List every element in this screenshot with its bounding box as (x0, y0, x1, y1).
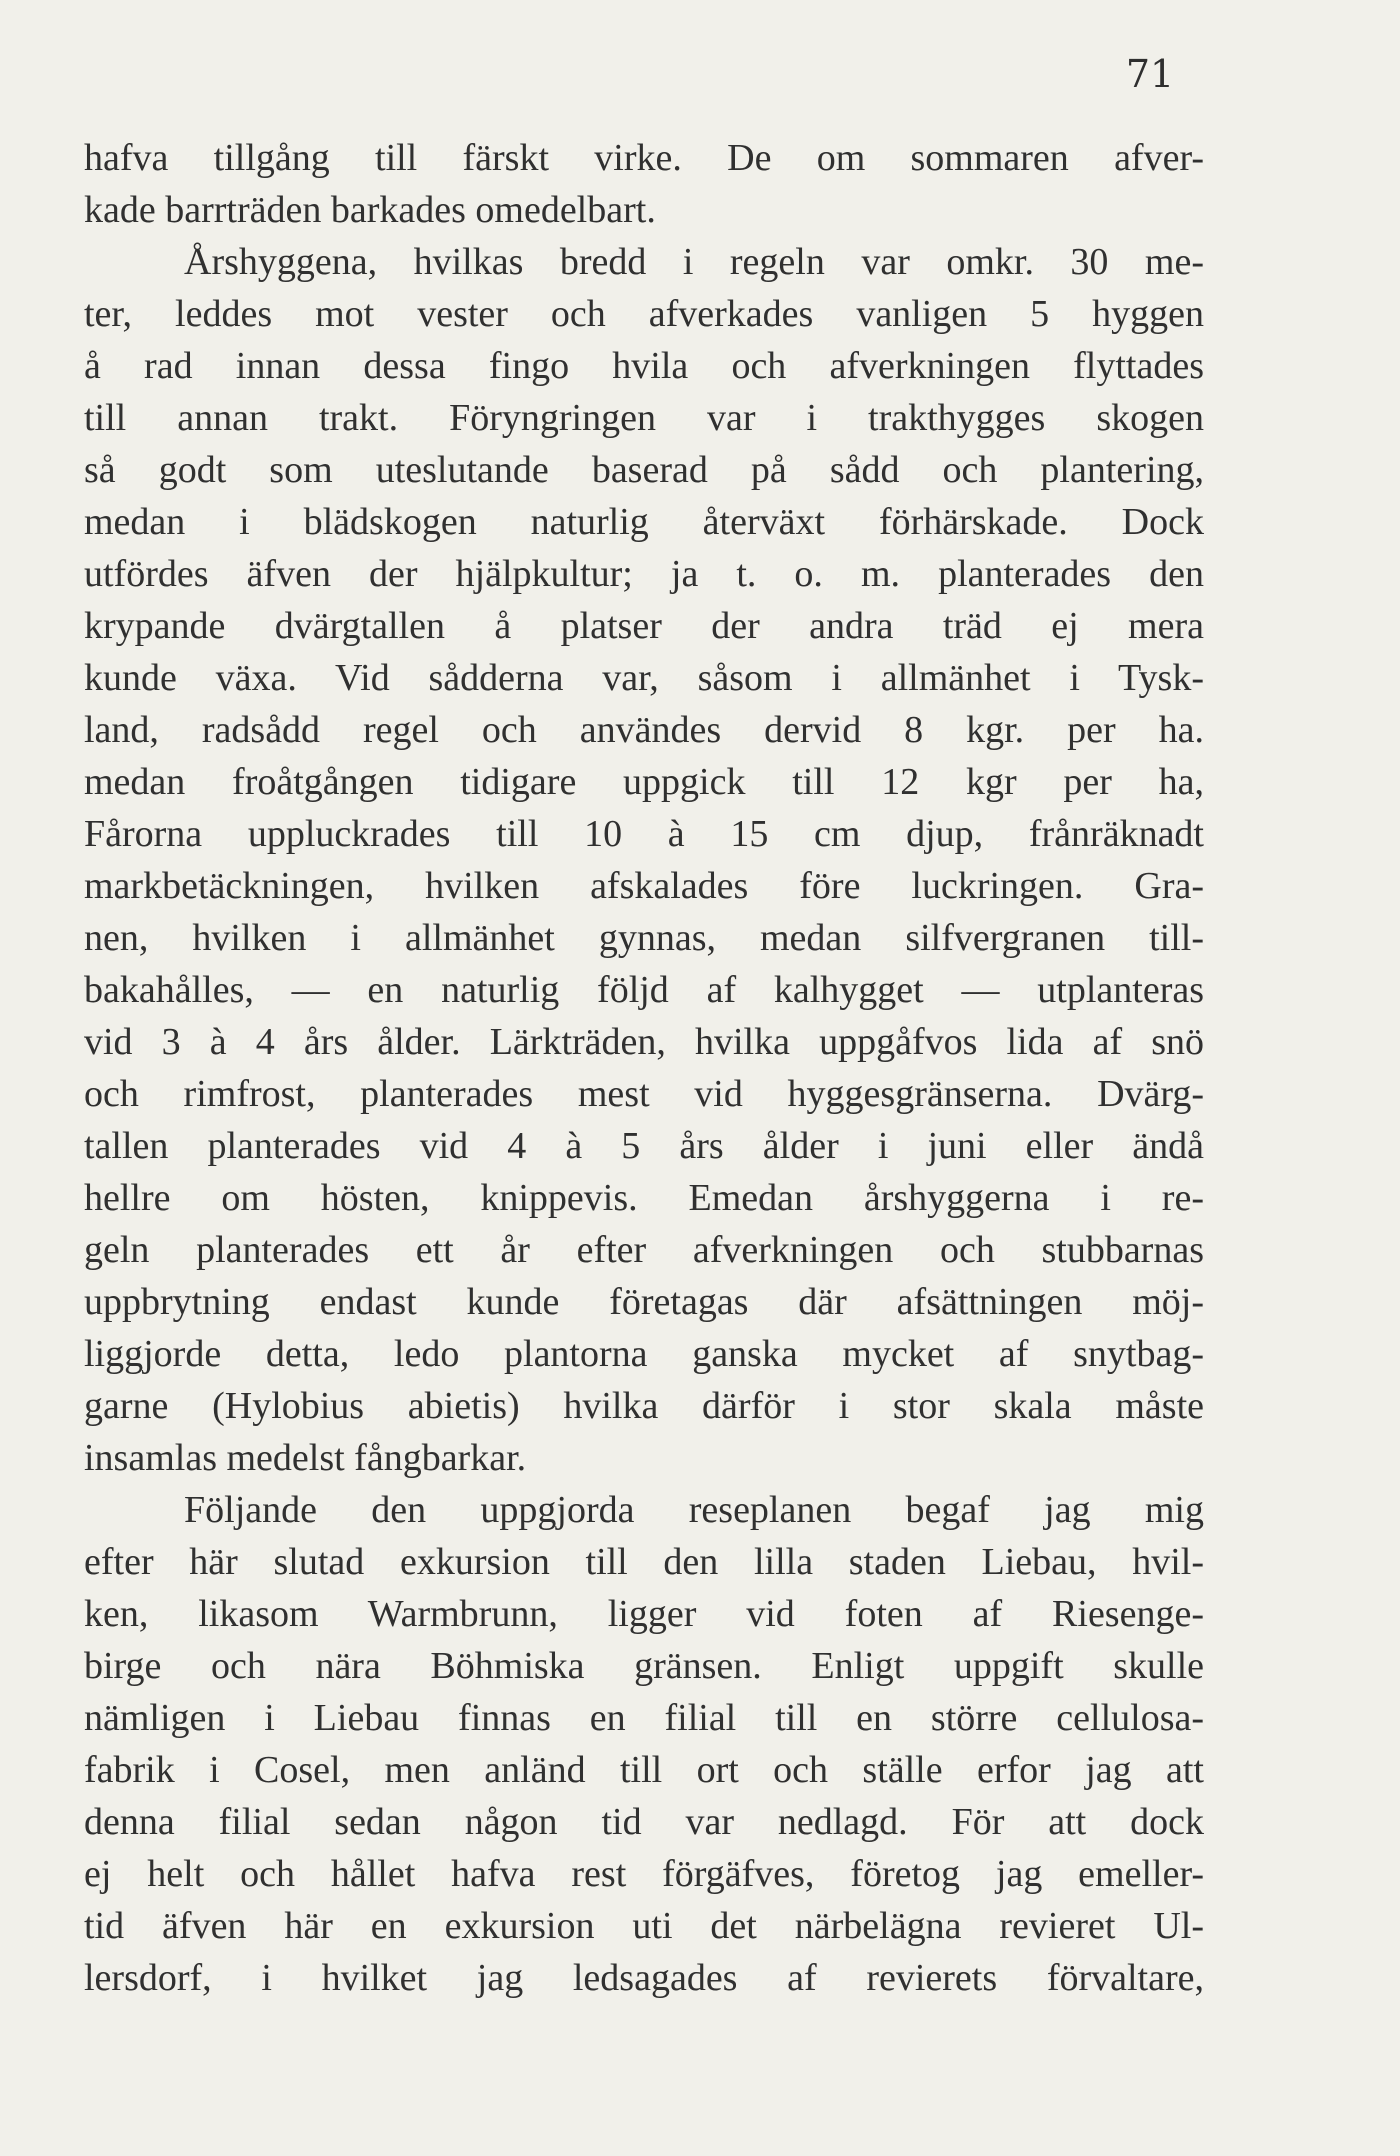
text-line: utfördes äfven der hjälpkultur; ja t. o. m. planterades den (84, 553, 1204, 595)
text-line: uppbrytning endast kunde företagas där afsättningen möj- (84, 1281, 1204, 1323)
text-line: tallen planterades vid 4 à 5 års ålder i juni eller ändå (84, 1125, 1204, 1167)
text-line: fabrik i Cosel, men anländ till ort och ställe erfor jag att (84, 1749, 1204, 1791)
text-line: och rimfrost, planterades mest vid hyggesgränserna. Dvärg- (84, 1073, 1204, 1115)
text-line: till annan trakt. Föryngringen var i trakthygges skogen (84, 397, 1204, 439)
text-line: Fårorna uppluckrades till 10 à 15 cm djup, frånräknadt (84, 813, 1204, 855)
text-line: kade barrträden barkades omedelbart. (84, 189, 656, 231)
text-line: markbetäckningen, hvilken afskalades före luckringen. Gra- (84, 865, 1204, 907)
text-line: krypande dvärgtallen å platser der andra träd ej mera (84, 605, 1204, 647)
text-line: garne (Hylobius abietis) hvilka därför i stor skala måste (84, 1385, 1204, 1427)
text-line: hellre om hösten, knippevis. Emedan årshyggerna i re- (84, 1177, 1204, 1219)
text-line: Årshyggena, hvilkas bredd i regeln var omkr. 30 me- (184, 241, 1204, 283)
text-line: geln planterades ett år efter afverkningen och stubbarnas (84, 1229, 1204, 1271)
text-line: nen, hvilken i allmänhet gynnas, medan silfvergranen till- (84, 917, 1204, 959)
text-line: Följande den uppgjorda reseplanen begaf jag mig (184, 1489, 1204, 1531)
text-line: kunde växa. Vid sådderna var, såsom i allmänhet i Tysk- (84, 657, 1204, 699)
text-line: medan i blädskogen naturlig återväxt förhärskade. Dock (84, 501, 1204, 543)
text-line: tid äfven här en exkursion uti det närbelägna revieret Ul- (84, 1905, 1204, 1947)
text-line: birge och nära Böhmiska gränsen. Enligt uppgift skulle (84, 1645, 1204, 1687)
text-line: insamlas medelst fångbarkar. (84, 1437, 527, 1479)
text-line: så godt som uteslutande baserad på sådd och plantering, (84, 449, 1204, 491)
text-line: ej helt och hållet hafva rest förgäfves, företog jag emeller- (84, 1853, 1204, 1895)
page-number: 71 (1125, 52, 1175, 96)
text-line: efter här slutad exkursion till den lilla staden Liebau, hvil- (84, 1541, 1204, 1583)
text-line: bakahålles, — en naturlig följd af kalhygget — utplanteras (84, 969, 1204, 1011)
text-line: medan froåtgången tidigare uppgick till 12 kgr per ha, (84, 761, 1204, 803)
text-line: denna filial sedan någon tid var nedlagd. För att dock (84, 1801, 1204, 1843)
text-line: nämligen i Liebau finnas en filial till en större cellulosa- (84, 1697, 1204, 1739)
text-line: liggjorde detta, ledo plantorna ganska mycket af snytbag- (84, 1333, 1204, 1375)
text-line: lersdorf, i hvilket jag ledsagades af revierets förvaltare, (84, 1957, 1204, 1999)
text-line: ter, leddes mot vester och afverkades vanligen 5 hyggen (84, 293, 1204, 335)
body-text (84, 132, 1204, 2004)
text-line: vid 3 à 4 års ålder. Lärkträden, hvilka uppgåfvos lida af snö (84, 1021, 1204, 1063)
text-line: land, radsådd regel och användes dervid 8 kgr. per ha. (84, 709, 1204, 751)
text-line: ken, likasom Warmbrunn, ligger vid foten af Riesenge- (84, 1593, 1204, 1635)
text-line: å rad innan dessa fingo hvila och afverkningen flyttades (84, 345, 1204, 387)
text-line: hafva tillgång till färskt virke. De om sommaren afver- (84, 137, 1204, 179)
